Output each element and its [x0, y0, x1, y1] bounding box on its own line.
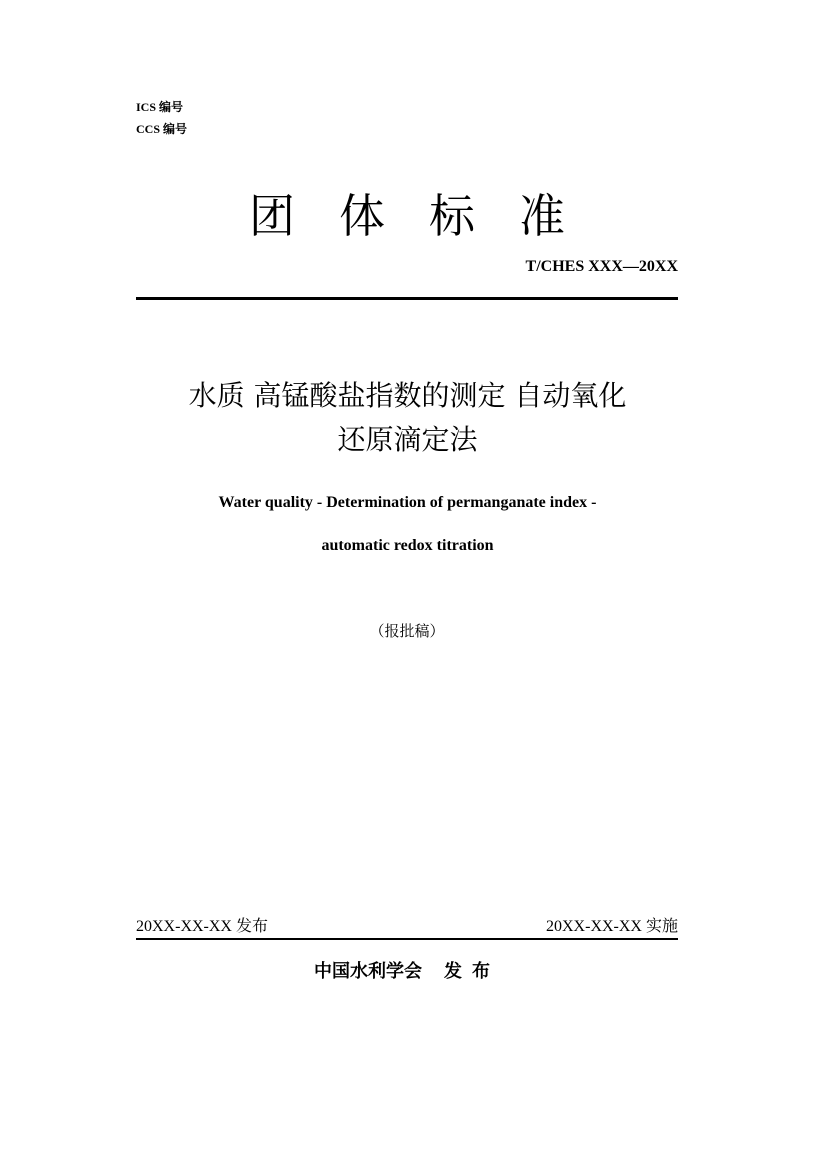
chinese-title-line-1: 水质 高锰酸盐指数的测定 自动氧化 [188, 379, 627, 412]
publisher-line [136, 959, 678, 985]
english-title-line-2: automatic redox titration [321, 537, 494, 554]
publisher-verb: 发布 [444, 961, 500, 982]
draft-stage-label: （报批稿） [369, 622, 445, 640]
issue-date: 20XX-XX-XX 发布 [136, 918, 268, 935]
standard-number: T/CHES XXX—20XX [525, 258, 678, 275]
bottom-divider [136, 938, 678, 940]
chinese-title-line-2: 还原滴定法 [337, 423, 478, 456]
ics-number: ICS 编号 [136, 100, 184, 114]
ccs-number: CCS 编号 [136, 122, 188, 136]
document-type-heading: 团体标准 [249, 189, 609, 243]
publisher-name: 中国水利学会 [314, 961, 422, 982]
implementation-date: 20XX-XX-XX 实施 [546, 918, 678, 935]
english-title-line-1: Water quality - Determination of permanganate index - [218, 494, 597, 511]
top-divider [136, 297, 678, 300]
